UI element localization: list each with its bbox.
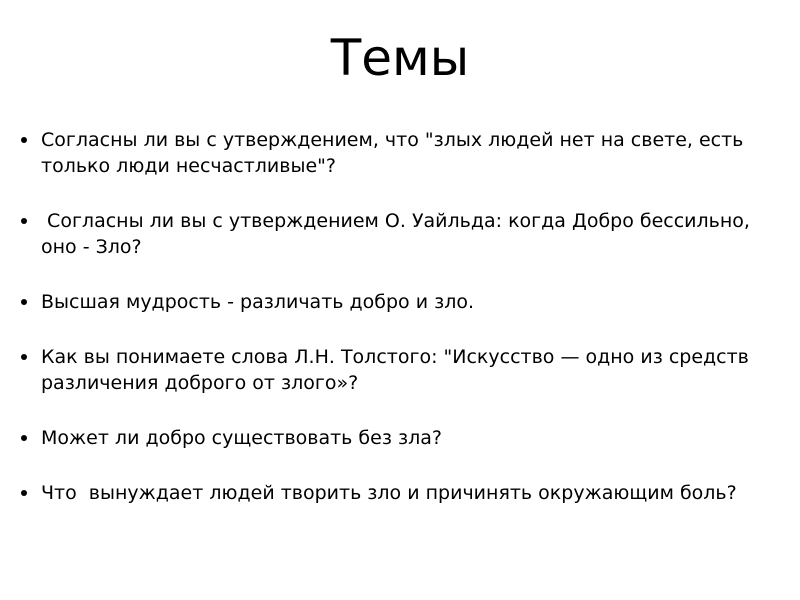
bullet-icon [21,137,27,143]
list-item [21,425,781,451]
list-item-text: Как вы понимаете слова Л.Н. Толстого: "Искусство — одно из средств различения доброго от злого»? [41,346,755,394]
list-item-text: Что вынуждает людей творить зло и причинять окружающим боль? [41,482,737,504]
slide-title: Темы [330,29,470,87]
bullet-icon [21,299,27,305]
bullet-icon [21,218,27,224]
list-item [21,289,781,315]
list-item [21,480,781,506]
bullet-icon [21,354,27,360]
list-item-text: Согласны ли вы с утверждением, что "злых людей нет на свете, есть только люди несчастливые"? [41,129,750,177]
list-item-text: Может ли добро существовать без зла? [41,427,442,449]
list-item [21,208,781,260]
topic-list [21,127,781,535]
list-item-text: Высшая мудрость - различать добро и зло. [41,291,475,313]
list-item [21,127,781,179]
list-item-text: Согласны ли вы с утверждением О. Уайльда: когда Добро бессильно, оно - Зло? [41,210,757,258]
list-item [21,344,781,396]
bullet-icon [21,435,27,441]
bullet-icon [21,490,27,496]
